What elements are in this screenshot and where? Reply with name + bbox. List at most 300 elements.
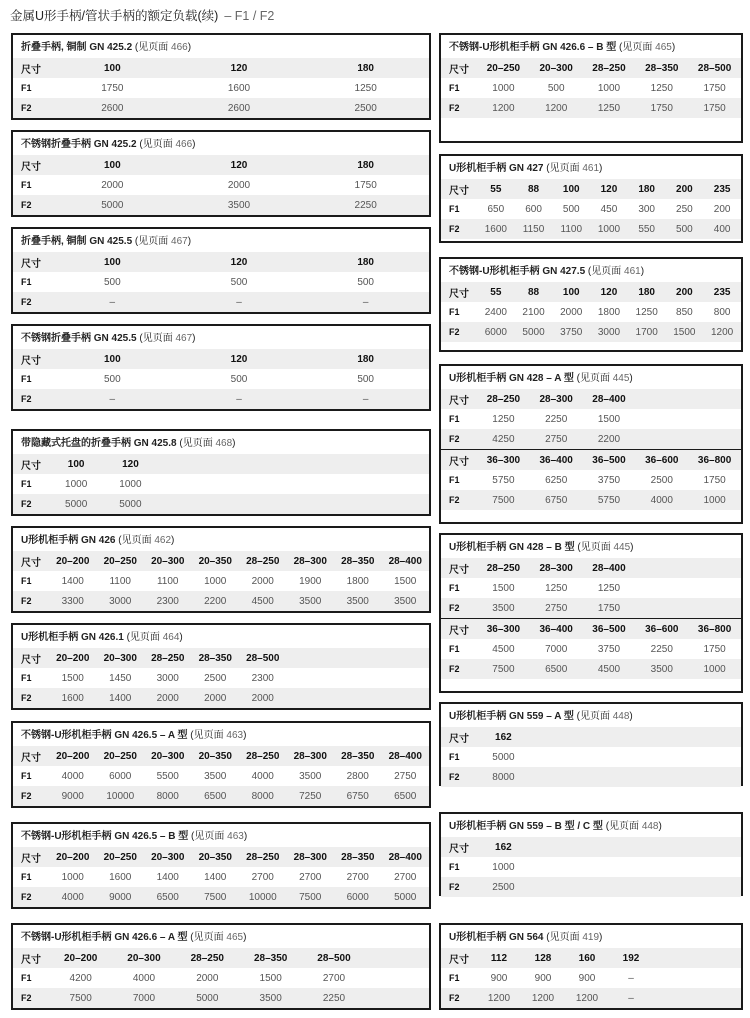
table-cell: 3500 <box>287 591 335 611</box>
table-cell: 1750 <box>703 643 726 655</box>
table-cell: 4000 <box>251 770 274 782</box>
table-cell: 1500 <box>394 575 417 587</box>
page-ref-suffix: ) <box>171 535 175 546</box>
table-cell: 1600 <box>227 82 251 94</box>
table-cell: 1600 <box>477 219 515 239</box>
card-title-name: 不锈钢-U形机柜手柄 GN 426.5 – B 型 <box>21 831 189 842</box>
empty-cell <box>266 474 320 494</box>
empty-cell <box>530 857 583 877</box>
empty-cell <box>653 948 697 968</box>
table-cell: 8000 <box>477 767 530 787</box>
table-cell: 2700 <box>251 871 274 883</box>
page-ref-suffix: ) <box>630 542 634 553</box>
row-label: F1 <box>21 83 32 93</box>
empty-cell <box>635 558 688 578</box>
table-cell: 1000 <box>65 478 88 490</box>
f1-row <box>13 668 429 688</box>
row-label: F1 <box>449 414 460 424</box>
empty-cell <box>583 857 636 877</box>
table-cell: 1150 <box>515 219 553 239</box>
load-table-card <box>439 33 743 143</box>
page-ref-prefix: (见页面 <box>190 932 227 943</box>
table-cell: 36–500 <box>583 619 636 640</box>
table-cell: 1500 <box>492 582 515 594</box>
table-cell: 850 <box>676 306 693 318</box>
table-cell: 88 <box>515 179 553 199</box>
page-reference <box>574 711 633 722</box>
load-table <box>441 837 741 897</box>
f2-row <box>441 877 741 897</box>
card-title-name: 不锈钢-U形机柜手柄 GN 427.5 <box>449 266 586 277</box>
table-cell: 180 <box>628 179 666 199</box>
table-cell: 6250 <box>545 474 568 486</box>
row-label: 尺寸 <box>13 454 49 474</box>
row-label: F1 <box>449 973 460 983</box>
table-cell: 28–300 <box>530 389 583 409</box>
f1-row <box>441 968 741 988</box>
table-cell: 1000 <box>492 82 515 94</box>
page-ref-number: 463 <box>227 831 244 842</box>
row-label: F2 <box>13 494 49 514</box>
load-table-card <box>11 526 431 613</box>
table-cell: 36–600 <box>635 450 688 471</box>
table-cell: 20–200 <box>49 847 97 867</box>
table-cell: 2500 <box>477 877 530 897</box>
table-cell: 7500 <box>192 887 240 907</box>
table-cell: 4500 <box>239 591 287 611</box>
empty-cell <box>158 494 212 514</box>
size-row <box>13 551 429 571</box>
row-label: F1 <box>449 475 460 485</box>
table-cell: 6500 <box>382 786 430 806</box>
card-title-name: 带隐藏式托盘的折叠手柄 GN 425.8 <box>21 438 177 449</box>
row-label: 尺寸 <box>13 948 49 968</box>
table-cell: 5000 <box>103 494 157 514</box>
table-cell: 1100 <box>552 219 590 239</box>
empty-cell <box>382 668 430 688</box>
page-ref-number: 466 <box>171 42 188 53</box>
row-label: F2 <box>441 598 477 618</box>
load-table <box>441 618 741 679</box>
table-cell: 550 <box>628 219 666 239</box>
table-cell: 3500 <box>477 598 530 618</box>
card-title-name: U形机柜手柄 GN 564 <box>449 932 544 943</box>
table-cell: 2500 <box>204 672 227 684</box>
table-cell: 6000 <box>334 887 382 907</box>
page-reference <box>575 542 634 553</box>
table-cell: 20–200 <box>49 551 97 571</box>
row-label: F1 <box>21 277 32 287</box>
empty-cell <box>530 767 583 787</box>
table-cell: 1400 <box>204 871 227 883</box>
table-cell: 1400 <box>156 871 179 883</box>
table-cell: 500 <box>666 219 704 239</box>
empty-cell <box>688 857 741 877</box>
f2-row <box>13 591 429 611</box>
table-cell: 20–300 <box>144 847 192 867</box>
table-cell: 7500 <box>49 988 112 1008</box>
table-cell: 1800 <box>346 575 369 587</box>
empty-cell <box>212 454 266 474</box>
load-table <box>13 648 429 708</box>
table-cell: 3000 <box>97 591 145 611</box>
row-label: F2 <box>441 322 477 342</box>
page-ref-prefix: (见页面 <box>619 42 656 53</box>
table-cell: – <box>49 389 176 409</box>
table-cell: 2100 <box>522 306 545 318</box>
page-ref-suffix: ) <box>629 373 633 384</box>
empty-cell <box>688 877 741 897</box>
row-label: 尺寸 <box>441 179 477 199</box>
page-ref-number: 461 <box>624 266 641 277</box>
row-label: F1 <box>449 307 460 317</box>
row-label: 尺寸 <box>13 58 49 78</box>
f2-row <box>13 195 429 215</box>
card-title <box>13 35 429 54</box>
row-label: F1 <box>21 872 32 882</box>
size-row <box>441 282 741 302</box>
empty-cell <box>334 668 382 688</box>
table-cell: 7500 <box>477 659 530 679</box>
row-label: 尺寸 <box>13 252 49 272</box>
page-ref-number: 467 <box>171 236 188 247</box>
table-cell: 28–250 <box>477 558 530 578</box>
table-cell: 7250 <box>287 786 335 806</box>
table-cell: 36–800 <box>688 619 741 640</box>
table-cell: 500 <box>357 373 374 385</box>
table-cell: 250 <box>676 203 693 215</box>
table-cell: 1750 <box>354 179 377 191</box>
empty-cell <box>320 474 374 494</box>
table-cell: 3500 <box>635 659 688 679</box>
empty-cell <box>583 767 636 787</box>
table-cell: 1000 <box>688 490 741 510</box>
table-cell: 120 <box>176 58 303 78</box>
page-ref-prefix: (见页面 <box>191 831 228 842</box>
table-cell: 3500 <box>334 591 382 611</box>
table-cell: 1100 <box>156 575 179 587</box>
empty-cell <box>635 409 688 429</box>
table-cell: 180 <box>302 252 429 272</box>
load-table <box>441 558 741 618</box>
table-cell: 1250 <box>583 98 636 118</box>
page-ref-prefix: (见页面 <box>134 236 172 247</box>
empty-cell <box>697 988 741 1008</box>
table-cell: 6000 <box>109 770 132 782</box>
card-title-name: U形机柜手柄 GN 426.1 <box>21 632 124 643</box>
page-ref-suffix: ) <box>232 438 236 449</box>
table-cell: 36–300 <box>477 450 530 471</box>
card-title-name: U形机柜手柄 GN 559 – B 型 / C 型 <box>449 821 603 832</box>
f2-row <box>441 219 741 239</box>
card-title-name: 不锈钢-U形机柜手柄 GN 426.6 – A 型 <box>21 932 188 943</box>
table-cell: 8000 <box>239 786 287 806</box>
table-cell: 3750 <box>552 322 590 342</box>
load-table <box>441 948 741 1008</box>
table-cell: 180 <box>302 349 429 369</box>
page-ref-suffix: ) <box>243 831 248 842</box>
empty-cell <box>366 968 429 988</box>
f1-row <box>441 857 741 877</box>
empty-cell <box>635 578 688 598</box>
f1-row <box>441 747 741 767</box>
page-reference <box>616 42 675 53</box>
table-cell: 500 <box>357 276 374 288</box>
table-cell: 1700 <box>628 322 666 342</box>
table-cell: 20–350 <box>192 847 240 867</box>
page-ref-suffix: ) <box>187 42 192 53</box>
size-row <box>13 252 429 272</box>
row-label: F1 <box>449 83 460 93</box>
card-title-name: 不锈钢折叠手柄 GN 425.2 <box>21 139 137 150</box>
load-table <box>13 58 429 118</box>
f2-row <box>13 98 429 118</box>
table-cell: 1500 <box>597 413 621 425</box>
row-label: F2 <box>13 389 49 409</box>
page-ref-number: 445 <box>613 542 631 553</box>
page-ref-prefix: (见页面 <box>139 333 176 344</box>
title-subtitle: – F1 / F2 <box>224 9 275 23</box>
row-label: F1 <box>449 204 460 214</box>
table-cell: 800 <box>713 306 731 318</box>
empty-cell <box>366 988 429 1008</box>
table-cell: 100 <box>49 454 103 474</box>
table-cell: 500 <box>103 276 121 288</box>
empty-cell <box>688 747 741 767</box>
row-label: 尺寸 <box>441 58 477 78</box>
load-table <box>13 847 429 907</box>
page-ref-suffix: ) <box>187 236 192 247</box>
table-cell: 2250 <box>302 195 429 215</box>
table-cell: 7000 <box>112 988 175 1008</box>
table-cell: 2250 <box>545 413 568 425</box>
page-reference <box>132 236 191 247</box>
table-cell: 1000 <box>590 219 628 239</box>
size-row <box>441 619 741 640</box>
table-cell: 28–250 <box>239 746 287 766</box>
table-cell: 20–300 <box>97 648 145 668</box>
load-table <box>441 727 741 787</box>
table-cell: 3500 <box>299 770 322 782</box>
page-ref-number: 462 <box>154 535 172 546</box>
page-reference <box>177 438 236 449</box>
table-cell: 2750 <box>394 770 417 782</box>
empty-cell <box>366 948 429 968</box>
table-cell: 10000 <box>239 887 287 907</box>
size-row <box>13 948 429 968</box>
size-row <box>441 837 741 857</box>
table-cell: 55 <box>477 179 515 199</box>
f2-row <box>13 688 429 708</box>
table-cell: 1400 <box>97 688 145 708</box>
table-cell: 100 <box>552 282 590 302</box>
table-cell: 1750 <box>688 98 741 118</box>
table-cell: 1000 <box>492 861 515 873</box>
card-title <box>441 925 741 944</box>
table-cell: 2000 <box>560 306 583 318</box>
table-cell: 9000 <box>49 786 97 806</box>
table-cell: 900 <box>578 972 596 984</box>
table-cell: 2500 <box>302 98 429 118</box>
page-reference <box>188 730 247 741</box>
table-cell: – <box>609 988 653 1008</box>
table-cell: 20–250 <box>97 746 145 766</box>
empty-cell <box>697 968 741 988</box>
table-cell: 28–300 <box>287 746 335 766</box>
card-title <box>13 431 429 450</box>
table-cell: 1750 <box>635 98 688 118</box>
table-cell: 2700 <box>299 871 322 883</box>
table-cell: 28–300 <box>530 558 583 578</box>
table-cell: 100 <box>49 58 176 78</box>
table-cell: 4000 <box>49 887 97 907</box>
size-row <box>13 155 429 175</box>
table-cell: 28–350 <box>192 648 240 668</box>
row-label: 尺寸 <box>441 948 477 968</box>
empty-cell <box>530 837 583 857</box>
table-cell: 100 <box>49 252 176 272</box>
empty-cell <box>583 747 636 767</box>
f2-row <box>441 598 741 618</box>
table-cell: 55 <box>477 282 515 302</box>
f1-row <box>13 272 429 292</box>
table-cell: 1800 <box>597 306 621 318</box>
table-cell: 28–350 <box>334 847 382 867</box>
table-cell: 20–200 <box>49 746 97 766</box>
table-cell: 120 <box>176 349 303 369</box>
empty-cell <box>530 747 583 767</box>
table-cell: 2600 <box>176 98 303 118</box>
page-reference <box>543 163 602 174</box>
table-cell: 120 <box>176 252 303 272</box>
empty-cell <box>688 429 741 449</box>
table-cell: 28–250 <box>144 648 192 668</box>
page-reference <box>574 373 633 384</box>
row-label: 尺寸 <box>441 558 477 578</box>
size-row <box>13 454 429 474</box>
page-ref-suffix: ) <box>243 730 247 741</box>
empty-cell <box>653 968 697 988</box>
table-cell: 1100 <box>109 575 131 587</box>
load-table-card <box>11 130 431 217</box>
card-title <box>13 824 429 843</box>
table-cell: 500 <box>230 373 248 385</box>
card-title <box>13 326 429 345</box>
empty-cell <box>320 454 374 474</box>
card-title <box>441 535 741 554</box>
empty-cell <box>382 648 430 668</box>
table-cell: 3500 <box>239 988 302 1008</box>
row-label: F1 <box>21 973 32 983</box>
size-row <box>441 179 741 199</box>
empty-cell <box>635 857 688 877</box>
page-ref-number: 463 <box>226 730 244 741</box>
card-title-name: 不锈钢-U形机柜手柄 GN 426.6 – B 型 <box>449 42 617 53</box>
table-cell: 1500 <box>259 972 282 984</box>
row-label: F1 <box>21 479 32 489</box>
table-cell: 1500 <box>61 672 84 684</box>
page-ref-suffix: ) <box>192 139 196 150</box>
page-ref-prefix: (见页面 <box>577 542 614 553</box>
empty-cell <box>530 877 583 897</box>
empty-cell <box>635 747 688 767</box>
table-cell: 1000 <box>204 575 227 587</box>
page-ref-prefix: (见页面 <box>546 932 583 943</box>
row-label: F2 <box>441 877 477 897</box>
page-ref-number: 467 <box>175 333 193 344</box>
row-label: F2 <box>441 490 477 510</box>
row-label: F2 <box>13 887 49 907</box>
page-reference <box>585 266 644 277</box>
f2-row <box>441 429 741 449</box>
empty-cell <box>583 837 636 857</box>
table-cell: 162 <box>477 727 530 747</box>
table-cell: 10000 <box>97 786 145 806</box>
card-title-name: 不锈钢折叠手柄 GN 425.5 <box>21 333 137 344</box>
table-cell: 120 <box>590 179 628 199</box>
table-cell: 28–350 <box>635 58 688 78</box>
table-cell: 200 <box>666 282 704 302</box>
row-label: 尺寸 <box>13 551 49 571</box>
empty-cell <box>212 474 266 494</box>
table-cell: 2000 <box>227 179 251 191</box>
card-title <box>13 229 429 248</box>
f1-row <box>13 78 429 98</box>
page-ref-prefix: (见页面 <box>587 266 625 277</box>
page-reference <box>188 831 247 842</box>
row-label: F1 <box>21 180 32 190</box>
f1-row <box>13 968 429 988</box>
table-cell: 2700 <box>394 871 417 883</box>
table-cell: 28–350 <box>334 746 382 766</box>
table-cell: 7000 <box>545 643 568 655</box>
title-main: 金属U形手柄/管状手柄的额定负载(续) <box>10 9 219 23</box>
empty-cell <box>688 598 741 618</box>
table-cell: 28–250 <box>239 551 287 571</box>
row-label: F2 <box>441 98 477 118</box>
table-cell: – <box>176 292 303 312</box>
page-ref-number: 464 <box>162 632 180 643</box>
table-cell: 128 <box>521 948 565 968</box>
empty-cell <box>583 727 636 747</box>
empty-cell <box>688 389 741 409</box>
f1-row <box>13 175 429 195</box>
f2-row <box>441 988 741 1008</box>
page-ref-number: 468 <box>215 438 233 449</box>
table-cell: 1250 <box>597 582 621 594</box>
page-ref-suffix: ) <box>243 932 247 943</box>
load-table-card <box>439 533 743 693</box>
table-cell: – <box>49 292 176 312</box>
empty-cell <box>375 474 429 494</box>
empty-cell <box>320 494 374 514</box>
table-cell: 2250 <box>302 988 365 1008</box>
table-cell: – <box>176 389 303 409</box>
size-row <box>13 847 429 867</box>
f1-row <box>13 369 429 389</box>
table-cell: 2000 <box>196 972 219 984</box>
table-cell: 1500 <box>666 322 704 342</box>
table-cell: 36–500 <box>583 450 636 471</box>
empty-cell <box>688 578 741 598</box>
f1-row <box>441 302 741 322</box>
size-row <box>441 727 741 747</box>
table-cell: 20–300 <box>144 746 192 766</box>
f2-row <box>441 490 741 510</box>
table-cell: 20–350 <box>192 746 240 766</box>
page-ref-prefix: (见页面 <box>605 821 642 832</box>
f2-row <box>13 786 429 806</box>
